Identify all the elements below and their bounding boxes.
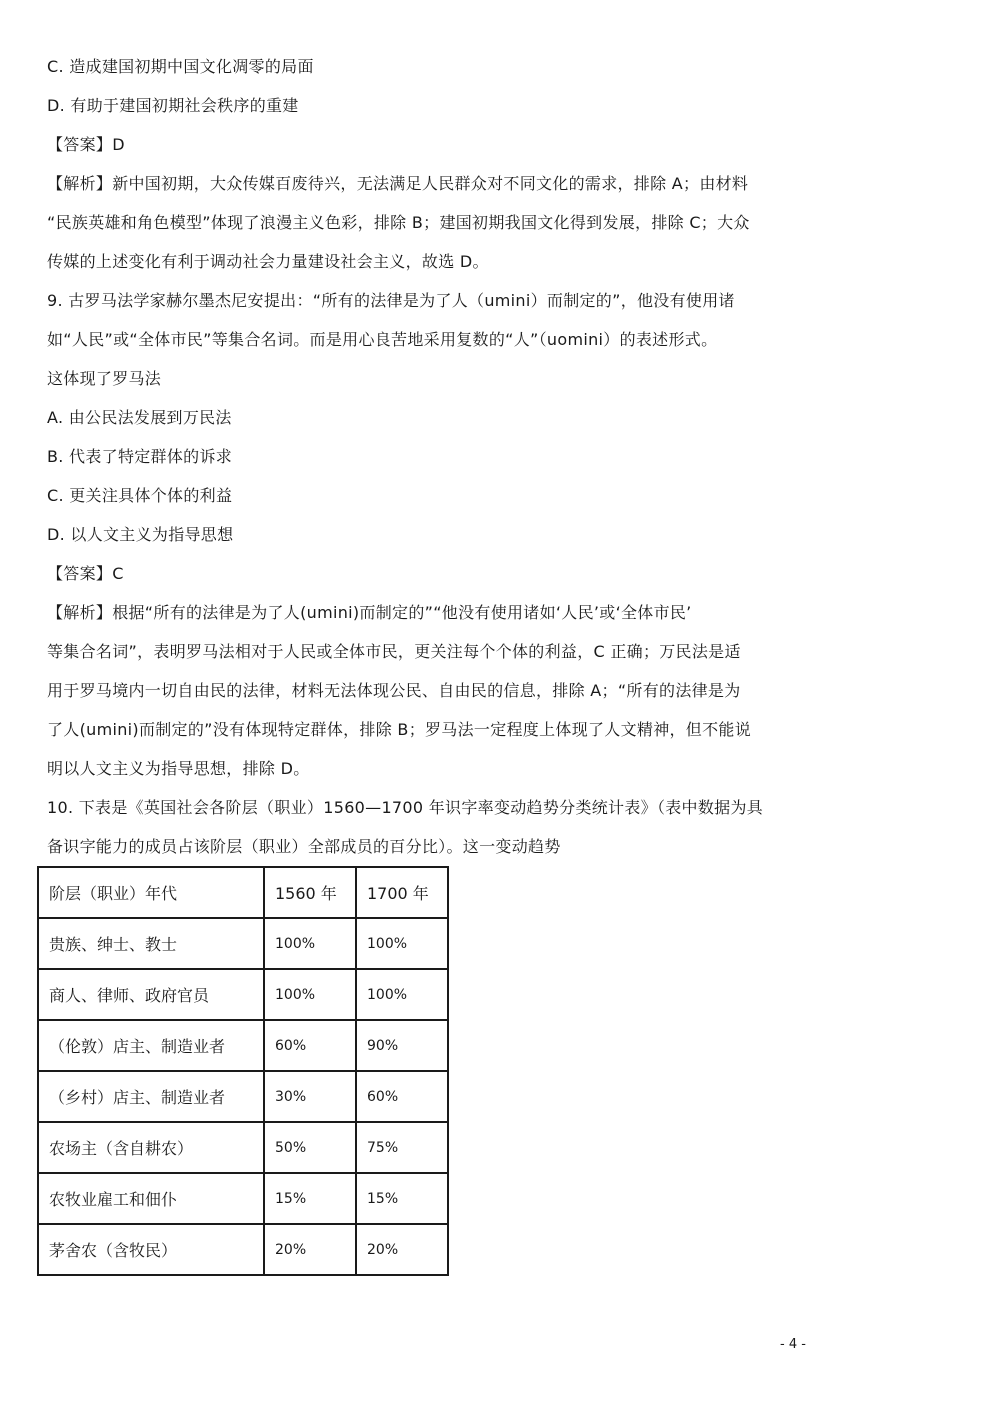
option-c-q8: C. 造成建国初期中国文化凋零的局面 xyxy=(47,57,314,76)
table-cell-1700: 75% xyxy=(356,1122,448,1173)
analysis-q9-line3: 用于罗马境内一切自由民的法律，材料无法体现公民、自由民的信息，排除 A；“所有的法律是为 xyxy=(47,681,741,700)
table-row xyxy=(38,1071,448,1122)
table-cell-1700: 100% xyxy=(356,918,448,969)
table-cell-1560: 30% xyxy=(264,1071,356,1122)
table-cell-class: 茅舍农（含牧民） xyxy=(38,1224,264,1275)
analysis-q9-line2: 等集合名词”，表明罗马法相对于人民或全体市民，更关注每个个体的利益，C 正确；万民法是适 xyxy=(47,642,741,661)
analysis-q8-line1: 【解析】新中国初期，大众传媒百废待兴，无法满足人民群众对不同文化的需求，排除 A；由材料 xyxy=(47,174,749,193)
analysis-q9-line4: 了人(umini)而制定的”没有体现特定群体，排除 B；罗马法一定程度上体现了人文精神，但不能说 xyxy=(47,720,751,739)
table-row xyxy=(38,918,448,969)
table-row xyxy=(38,1173,448,1224)
table-cell-1700: 100% xyxy=(356,969,448,1020)
table-header-row xyxy=(38,867,448,918)
table-cell-class: 农场主（含自耕农） xyxy=(38,1122,264,1173)
header-cell-1560: 1560 年 xyxy=(264,867,356,918)
answer-q8: 【答案】D xyxy=(47,135,125,154)
table-row xyxy=(38,1122,448,1173)
option-a-q9: A. 由公民法发展到万民法 xyxy=(47,408,232,427)
table-row xyxy=(38,1020,448,1071)
table-cell-1700: 15% xyxy=(356,1173,448,1224)
header-cell-1700: 1700 年 xyxy=(356,867,448,918)
option-c-q9: C. 更关注具体个体的利益 xyxy=(47,486,233,505)
table-cell-1700: 90% xyxy=(356,1020,448,1071)
table-cell-1700: 20% xyxy=(356,1224,448,1275)
page-number: - 4 - xyxy=(780,1337,806,1352)
table-cell-1560: 100% xyxy=(264,918,356,969)
table-cell-class: 商人、律师、政府官员 xyxy=(38,969,264,1020)
analysis-q9-line5: 明以人文主义为指导思想，排除 D。 xyxy=(47,759,310,778)
option-b-q9: B. 代表了特定群体的诉求 xyxy=(47,447,233,466)
question-10-line1: 10. 下表是《英国社会各阶层（职业）1560—1700 年识字率变动趋势分类统计表》（表中数据为具 xyxy=(47,798,764,817)
question-9-line2: 如“人民”或“全体市民”等集合名词。而是用心良苦地采用复数的“人”（uomini）的表述形式。 xyxy=(47,330,718,349)
table-cell-1560: 50% xyxy=(264,1122,356,1173)
table-row xyxy=(38,969,448,1020)
literacy-table xyxy=(37,866,449,1276)
answer-q9: 【答案】C xyxy=(47,564,124,583)
table-cell-1700: 60% xyxy=(356,1071,448,1122)
table-cell-1560: 100% xyxy=(264,969,356,1020)
analysis-q9-line1: 【解析】根据“所有的法律是为了人(umini)而制定的”“他没有使用诸如‘人民’或‘全体市民’ xyxy=(47,603,692,622)
table-cell-1560: 60% xyxy=(264,1020,356,1071)
table-cell-class: 贵族、绅士、教士 xyxy=(38,918,264,969)
analysis-q8-line2: “民族英雄和角色模型”体现了浪漫主义色彩，排除 B；建国初期我国文化得到发展，排除 C；大众 xyxy=(47,213,750,232)
analysis-q8-line3: 传媒的上述变化有利于调动社会力量建设社会主义，故选 D。 xyxy=(47,252,489,271)
table-row xyxy=(38,1224,448,1275)
table-cell-class: 农牧业雇工和佃仆 xyxy=(38,1173,264,1224)
header-cell-class: 阶层（职业）年代 xyxy=(38,867,264,918)
table-cell-class: （乡村）店主、制造业者 xyxy=(38,1071,264,1122)
question-9-line1: 9. 古罗马法学家赫尔墨杰尼安提出：“所有的法律是为了人（umini）而制定的”，他没有使用诸 xyxy=(47,291,735,310)
table-cell-1560: 20% xyxy=(264,1224,356,1275)
option-d-q9: D. 以人文主义为指导思想 xyxy=(47,525,234,544)
option-d-q8: D. 有助于建国初期社会秩序的重建 xyxy=(47,96,299,115)
question-9-line3: 这体现了罗马法 xyxy=(47,369,162,388)
table-cell-class: （伦敦）店主、制造业者 xyxy=(38,1020,264,1071)
table-cell-1560: 15% xyxy=(264,1173,356,1224)
question-10-line2: 备识字能力的成员占该阶层（职业）全部成员的百分比）。这一变动趋势 xyxy=(47,837,561,856)
